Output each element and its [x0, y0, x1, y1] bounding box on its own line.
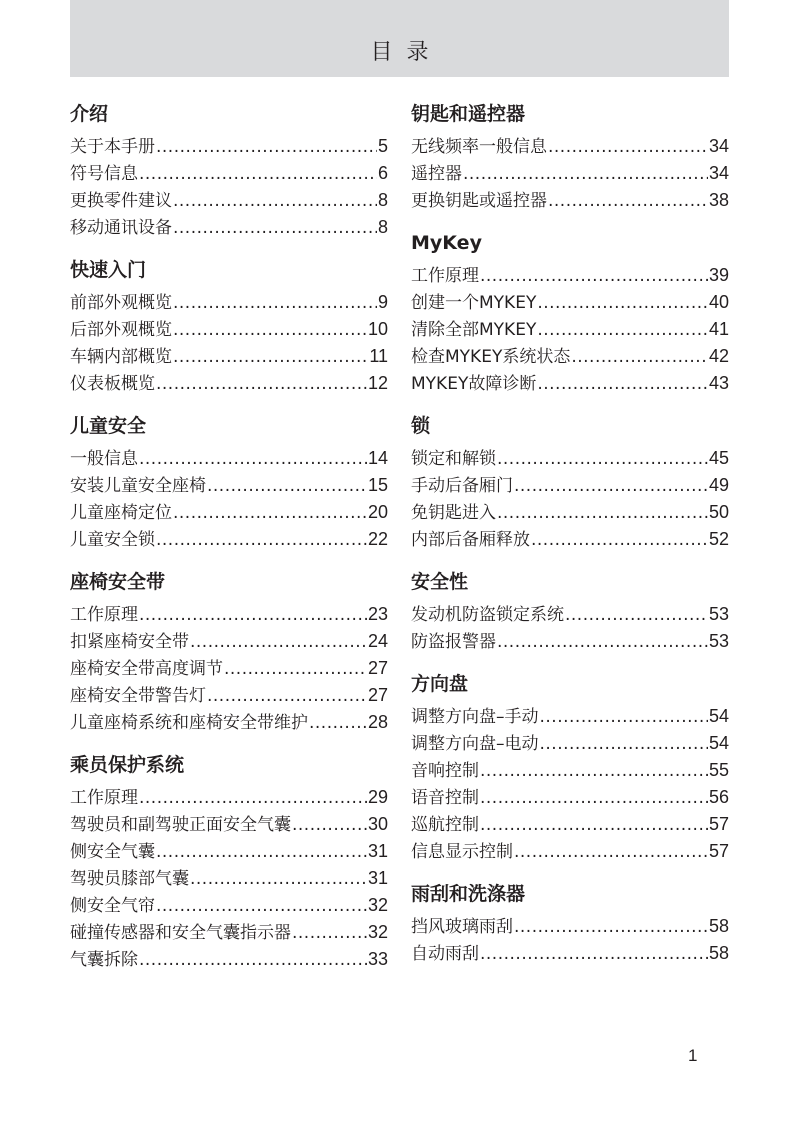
toc-entry[interactable]	[70, 784, 388, 811]
dot-leader	[173, 215, 377, 242]
dot-leader	[497, 446, 708, 473]
toc-entry[interactable]	[70, 601, 388, 628]
entry-page-number: 20	[367, 502, 388, 522]
toc-entry[interactable]	[411, 940, 729, 967]
entry-page-number: 12	[367, 373, 388, 393]
dot-leader	[139, 602, 367, 629]
entry-label: 挡风玻璃雨刮	[411, 917, 513, 937]
entry-page-number: 31	[367, 868, 388, 888]
entry-label: 自动雨刮	[411, 944, 479, 964]
dot-leader	[480, 812, 708, 839]
toc-entry[interactable]	[70, 160, 388, 187]
toc-entry[interactable]	[411, 811, 729, 838]
toc-entry[interactable]	[411, 160, 729, 187]
entry-page-number: 14	[367, 448, 388, 468]
entry-label: 座椅安全带警告灯	[70, 686, 206, 706]
dot-leader	[139, 446, 367, 473]
toc-entry[interactable]	[411, 913, 729, 940]
toc-entry[interactable]	[70, 133, 388, 160]
entry-page-number: 9	[377, 292, 388, 312]
entry-page-number: 50	[708, 502, 729, 522]
entry-label: 防盗报警器	[411, 632, 496, 652]
dot-leader	[156, 527, 367, 554]
toc-entry[interactable]	[70, 289, 388, 316]
dot-leader	[292, 920, 367, 947]
toc-entry[interactable]	[70, 709, 388, 736]
section-title: 安全性	[411, 571, 469, 593]
dot-leader	[497, 629, 708, 656]
entry-label: 音响控制	[411, 761, 479, 781]
entry-page-number: 6	[377, 163, 388, 183]
entry-label: 车辆内部概览	[70, 347, 172, 367]
entry-page-number: 8	[377, 217, 388, 237]
toc-right-column	[411, 96, 729, 981]
entry-page-number: 52	[708, 529, 729, 549]
dot-leader	[514, 914, 708, 941]
dot-leader	[190, 629, 367, 656]
entry-label: 语音控制	[411, 788, 479, 808]
toc-section	[411, 567, 729, 655]
toc-section	[411, 228, 729, 397]
page-number: 1	[688, 1046, 698, 1065]
toc-entry[interactable]	[70, 343, 388, 370]
entry-label: 碰撞传感器和安全气囊指示器	[70, 923, 291, 943]
dot-leader	[463, 161, 708, 188]
dot-leader	[309, 710, 367, 737]
section-title: 快速入门	[70, 259, 147, 281]
dot-leader	[514, 473, 708, 500]
entry-page-number: 29	[367, 787, 388, 807]
dot-leader	[156, 893, 367, 920]
section-title: 座椅安全带	[70, 571, 166, 593]
toc-entry[interactable]	[70, 892, 388, 919]
entry-label: 关于本手册	[70, 137, 155, 157]
entry-label: 扣紧座椅安全带	[70, 632, 189, 652]
toc-entry[interactable]	[411, 784, 729, 811]
entry-page-number: 11	[369, 346, 388, 366]
dot-leader	[480, 758, 708, 785]
entry-label: 无线频率一般信息	[411, 137, 547, 157]
section-title: 儿童安全	[70, 415, 147, 437]
dot-leader	[537, 317, 708, 344]
dot-leader	[531, 527, 708, 554]
entry-label: 儿童座椅系统和座椅安全带维护	[70, 713, 308, 733]
entry-page-number: 32	[367, 922, 388, 942]
dot-leader	[540, 704, 708, 731]
toc-section	[411, 99, 729, 214]
entry-label: 锁定和解锁	[411, 449, 496, 469]
entry-label: 调整方向盘–手动	[411, 707, 539, 727]
entry-page-number: 40	[708, 292, 729, 312]
toc-section	[411, 669, 729, 865]
section-title: 介绍	[70, 103, 109, 125]
header-band	[70, 0, 729, 77]
entry-page-number: 56	[708, 787, 729, 807]
toc-entry[interactable]	[411, 757, 729, 784]
entry-page-number: 30	[367, 814, 388, 834]
entry-label: 儿童安全锁	[70, 530, 155, 550]
toc-entry[interactable]	[411, 370, 729, 397]
toc-entry[interactable]	[411, 628, 729, 655]
entry-label: 信息显示控制	[411, 842, 513, 862]
section-title: 雨刮和洗涤器	[411, 883, 526, 905]
entry-page-number: 27	[367, 658, 388, 678]
section-title: 方向盘	[411, 673, 469, 695]
entry-label: 符号信息	[70, 164, 138, 184]
entry-label: 更换零件建议	[70, 191, 172, 211]
toc-section	[411, 879, 729, 967]
entry-label: 移动通讯设备	[70, 218, 172, 238]
entry-label: 遥控器	[411, 164, 462, 184]
entry-label: 手动后备厢门	[411, 476, 513, 496]
dot-leader	[207, 683, 367, 710]
entry-label: 工作原理	[411, 266, 479, 286]
entry-label: 调整方向盘–电动	[411, 734, 539, 754]
dot-leader	[156, 371, 367, 398]
dot-leader	[173, 188, 377, 215]
entry-label: 免钥匙进入	[411, 503, 496, 523]
toc-entry[interactable]	[70, 316, 388, 343]
section-title: MyKey	[411, 232, 482, 254]
entry-page-number: 32	[367, 895, 388, 915]
toc-entry[interactable]	[411, 343, 729, 370]
entry-page-number: 8	[377, 190, 388, 210]
toc-entry[interactable]	[70, 628, 388, 655]
toc-section	[70, 750, 388, 973]
entry-page-number: 24	[367, 631, 388, 651]
page-title: 目录	[370, 40, 443, 65]
entry-page-number: 49	[708, 475, 729, 495]
entry-page-number: 54	[708, 706, 729, 726]
entry-label: MYKEY故障诊断	[411, 374, 537, 394]
toc-left-column	[70, 96, 388, 987]
toc-entry[interactable]	[70, 499, 388, 526]
dot-leader	[480, 263, 708, 290]
entry-page-number: 53	[708, 604, 729, 624]
entry-page-number: 38	[708, 190, 729, 210]
entry-label: 前部外观概览	[70, 293, 172, 313]
toc-section	[70, 255, 388, 397]
entry-label: 驾驶员和副驾驶正面安全气囊	[70, 815, 291, 835]
entry-label: 儿童座椅定位	[70, 503, 172, 523]
dot-leader	[190, 866, 367, 893]
entry-page-number: 57	[708, 841, 729, 861]
dot-leader	[173, 344, 368, 371]
dot-leader	[139, 947, 367, 974]
dot-leader	[292, 812, 367, 839]
entry-page-number: 57	[708, 814, 729, 834]
toc-section	[70, 411, 388, 553]
entry-label: 侧安全气帘	[70, 896, 155, 916]
toc-entry[interactable]	[411, 730, 729, 757]
entry-page-number: 34	[708, 163, 729, 183]
entry-page-number: 45	[708, 448, 729, 468]
dot-leader	[497, 500, 708, 527]
entry-label: 一般信息	[70, 449, 138, 469]
dot-leader	[571, 344, 708, 371]
toc-entry[interactable]	[70, 919, 388, 946]
toc-section	[70, 567, 388, 736]
toc-entry[interactable]	[70, 214, 388, 241]
entry-page-number: 53	[708, 631, 729, 651]
entry-label: 检查MYKEY系统状态	[411, 347, 571, 367]
entry-page-number: 15	[367, 475, 388, 495]
entry-page-number: 28	[367, 712, 388, 732]
entry-page-number: 39	[708, 265, 729, 285]
entry-page-number: 34	[708, 136, 729, 156]
entry-page-number: 55	[708, 760, 729, 780]
entry-page-number: 23	[367, 604, 388, 624]
toc-entry[interactable]	[411, 262, 729, 289]
dot-leader	[139, 161, 377, 188]
toc-entry[interactable]	[70, 865, 388, 892]
toc-entry[interactable]	[70, 526, 388, 553]
entry-page-number: 41	[708, 319, 729, 339]
section-title: 锁	[411, 415, 431, 437]
dot-leader	[156, 839, 367, 866]
dot-leader	[548, 188, 708, 215]
toc-entry[interactable]	[411, 499, 729, 526]
toc-entry[interactable]	[411, 133, 729, 160]
toc-entry[interactable]	[70, 682, 388, 709]
toc-entry[interactable]	[70, 187, 388, 214]
toc-entry[interactable]	[70, 370, 388, 397]
dot-leader	[156, 134, 377, 161]
toc-entry[interactable]	[411, 187, 729, 214]
entry-label: 清除全部MYKEY	[411, 320, 537, 340]
entry-label: 更换钥匙或遥控器	[411, 191, 547, 211]
entry-label: 座椅安全带高度调节	[70, 659, 223, 679]
toc-entry[interactable]	[411, 838, 729, 865]
entry-label: 驾驶员膝部气囊	[70, 869, 189, 889]
entry-label: 气囊拆除	[70, 950, 138, 970]
toc-entry[interactable]	[70, 445, 388, 472]
dot-leader	[514, 839, 708, 866]
toc-entry[interactable]	[411, 445, 729, 472]
entry-label: 安装儿童安全座椅	[70, 476, 206, 496]
dot-leader	[537, 371, 708, 398]
dot-leader	[480, 941, 708, 968]
entry-label: 巡航控制	[411, 815, 479, 835]
toc-entry[interactable]	[411, 601, 729, 628]
entry-page-number: 54	[708, 733, 729, 753]
entry-label: 发动机防盗锁定系统	[411, 605, 564, 625]
toc-entry[interactable]	[411, 316, 729, 343]
entry-page-number: 33	[367, 949, 388, 969]
dot-leader	[139, 785, 367, 812]
entry-page-number: 10	[367, 319, 388, 339]
section-title: 乘员保护系统	[70, 754, 185, 776]
dot-leader	[480, 785, 708, 812]
toc-section	[411, 411, 729, 553]
toc-entry[interactable]	[411, 526, 729, 553]
toc-entry[interactable]	[411, 289, 729, 316]
entry-label: 仪表板概览	[70, 374, 155, 394]
entry-label: 创建一个MYKEY	[411, 293, 537, 313]
entry-label: 侧安全气囊	[70, 842, 155, 862]
entry-page-number: 43	[708, 373, 729, 393]
dot-leader	[173, 317, 367, 344]
dot-leader	[173, 500, 367, 527]
toc-section	[70, 99, 388, 241]
toc-entry[interactable]	[70, 472, 388, 499]
entry-label: 工作原理	[70, 605, 138, 625]
toc-entry[interactable]	[411, 472, 729, 499]
dot-leader	[540, 731, 708, 758]
dot-leader	[207, 473, 367, 500]
toc-entry[interactable]	[70, 946, 388, 973]
entry-page-number: 42	[708, 346, 729, 366]
entry-page-number: 58	[708, 943, 729, 963]
entry-page-number: 58	[708, 916, 729, 936]
dot-leader	[224, 656, 367, 683]
dot-leader	[537, 290, 708, 317]
entry-label: 后部外观概览	[70, 320, 172, 340]
entry-label: 内部后备厢释放	[411, 530, 530, 550]
dot-leader	[548, 134, 708, 161]
toc-entry[interactable]	[411, 703, 729, 730]
entry-page-number: 31	[367, 841, 388, 861]
entry-label: 工作原理	[70, 788, 138, 808]
dot-leader	[173, 290, 377, 317]
toc-entry[interactable]	[70, 838, 388, 865]
entry-page-number: 27	[367, 685, 388, 705]
entry-page-number: 5	[377, 136, 388, 156]
section-title: 钥匙和遥控器	[411, 103, 526, 125]
toc-entry[interactable]	[70, 655, 388, 682]
dot-leader	[565, 602, 708, 629]
entry-page-number: 22	[367, 529, 388, 549]
toc-entry[interactable]	[70, 811, 388, 838]
